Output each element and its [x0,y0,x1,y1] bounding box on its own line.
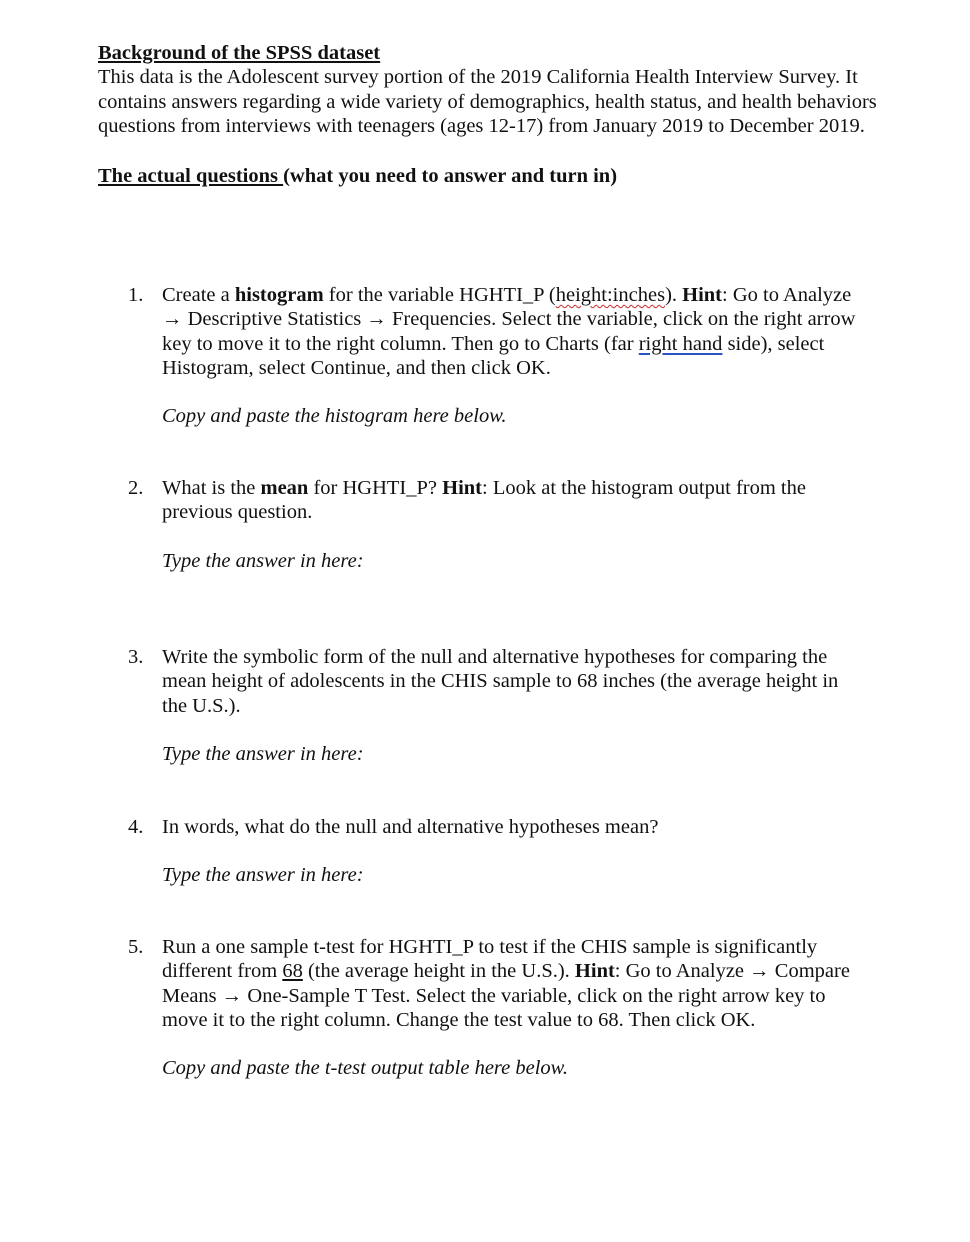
question-text: Run a one sample t-test for HGHTI_P to test if the CHIS sample is significantly different from 68 (the average height in the U.S.). Hint: Go to Analyze → Compare Means → One-Sample T Test. Select the variable, click on the right arrow key to move it to the right column. Change the test value to 68. Then click OK. [162,936,850,1031]
question-text: Write the symbolic form of the null and alternative hypotheses for comparing the mean height of adolescents in the CHIS sample to 68 inches (the average height in the U.S.). [162,646,839,717]
questions-heading [98,164,898,188]
grammar-underline: right hand [638,332,723,355]
question-text: What is the mean for HGHTI_P? Hint: Look at the histogram output from the previous question. [162,477,806,524]
question-5 [128,935,863,1080]
question-text: Create a histogram for the variable HGHTI_P (height:inches). Hint: Go to Analyze → Descriptive Statistics → Frequencies. Select the variable, click on the right arrow key to move it to the right column. Then go to Charts (far right hand side), select Histogram, select Continue, and then click OK. [162,284,856,379]
question-number: 1. [128,284,144,306]
questions-heading-underlined: The actual questions [98,165,284,188]
question-4 [128,815,863,888]
question-1 [128,283,863,428]
background-paragraph: This data is the Adolescent survey portion of the 2019 California Health Interview Survey. It contains answers regarding a wide variety of demographics, health status, and health behaviors questions from interviews with teenagers (ages 12-17) from January 2019 to December 2019. [98,66,877,137]
question-number: 3. [128,646,144,668]
question-text: In words, what do the null and alternative hypotheses mean? [162,816,659,838]
spellcheck-underline: height:inches [555,284,666,306]
document-page [98,41,898,188]
answer-prompt[interactable]: Copy and paste the histogram here below. [162,405,507,428]
question-3 [128,645,863,766]
answer-prompt[interactable]: Type the answer in here: [162,742,364,765]
question-number: 2. [128,477,144,499]
question-number: 5. [128,936,144,958]
answer-prompt[interactable]: Copy and paste the t-test output table here below. [162,1057,568,1080]
underlined-value: 68 [282,960,303,983]
questions-heading-rest: (what you need to answer and turn in) [283,165,618,188]
answer-prompt[interactable]: Type the answer in here: [162,549,364,572]
question-2 [128,476,863,573]
question-number: 4. [128,816,144,838]
background-heading: Background of the SPSS dataset [98,42,381,64]
answer-prompt[interactable]: Type the answer in here: [162,864,364,887]
